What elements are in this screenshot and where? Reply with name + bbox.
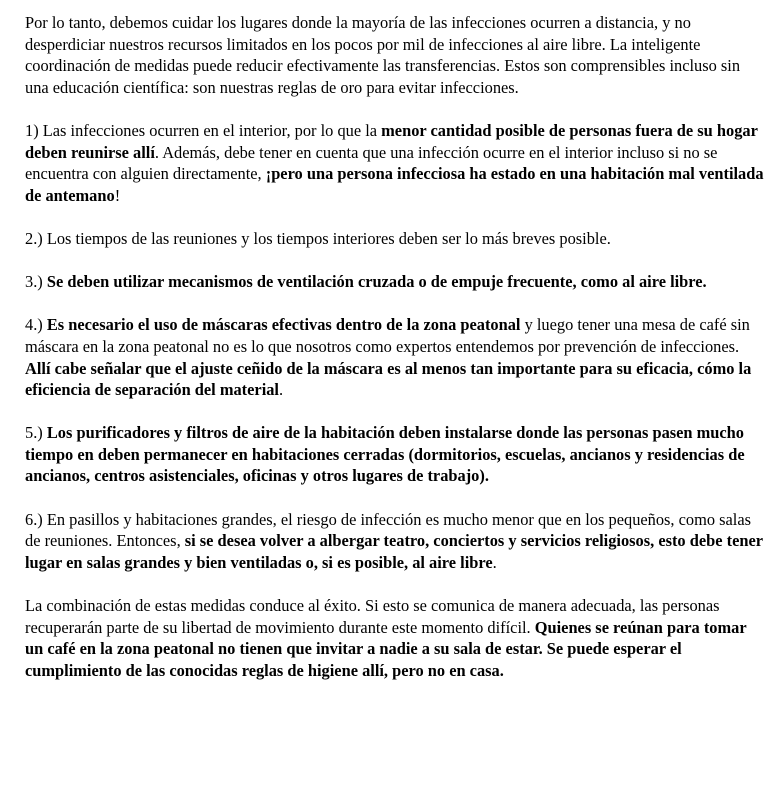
rule-4-paragraph [25,314,765,400]
rule-4-text-1: 4.) [25,315,47,335]
rule-5-paragraph [25,422,765,487]
intro-text: Por lo tanto, debemos cuidar los lugares donde la mayoría de las infecciones ocurren a distancia, y no desperdiciar nuestros recursos limitados en los pocos por mil de infecciones al aire libre. La inteligente coordinación de medidas puede reducir efectivamente las transferencias. Estos son comprensibles incluso sin una educación científica: son nuestras reglas de oro para evitar infecciones. [25,13,741,97]
rule-1-text-3: ! [114,185,121,205]
rule-1-bold-1: menor cantidad posible de personas fuera de su hogar deben reunirse allí [25,120,758,162]
rule-1-text-2: . Además, debe tener en cuenta que una infección ocurre en el interior incluso si no se encuentra con alguien directamente, [25,142,718,184]
rule-2-paragraph [25,228,765,250]
conclusion-text-1: La combinación de estas medidas conduce al éxito. Si esto se comunica de manera adecuada, las personas recuperarán parte de su libertad de movimiento durante este momento difícil. [25,596,720,637]
rule-6-text-1: 6.) En pasillos y habitaciones grandes, el riesgo de infección es mucho menor que en los pequeños, como salas de reuniones. Entonces, [25,509,751,551]
rule-5-bold-1: Los purificadores y filtros de aire de la habitación deben instalarse donde las personas pasen mucho tiempo en deben permanecer en habitaciones cerradas (dormitorios, escuelas, ancianos y residencias de ancianos, centros asistenciales, oficinas y otros lugares de trabajo). [25,423,745,486]
rule-3-text-1: 3.) [25,272,47,292]
rule-4-text-2: y luego tener una mesa de café sin máscara en la zona peatonal no es lo que nosotros como expertos entendemos por prevención de infecciones. [25,315,750,356]
intro-paragraph [25,12,765,98]
rule-6-text-2: . [492,552,497,572]
conclusion-paragraph [25,595,765,681]
rule-6-bold-1: si se desea volver a albergar teatro, conciertos y servicios religiosos, esto debe tener lugar en salas grandes y bien ventiladas o, si es posible, al aire libre [25,531,763,572]
rule-3-paragraph [25,271,765,293]
rule-1-bold-2: ¡pero una persona infecciosa ha estado en una habitación mal ventilada de antemano [25,164,764,205]
rule-4-text-3: . [279,380,284,400]
rule-1-text-1: 1) Las infecciones ocurren en el interior, por lo que la [25,120,382,140]
conclusion-bold-1: Quienes se reúnan para tomar un café en la zona peatonal no tienen que invitar a nadie a su sala de estar. Se puede esperar el cumplimiento de las conocidas reglas de higiene allí, pero no en casa. [25,617,747,680]
rule-1-paragraph [25,120,765,206]
rule-6-paragraph [25,509,765,574]
rule-4-bold-2: Allí cabe señalar que el ajuste ceñido de la máscara es al menos tan importante para su eficacia, cómo la eficiencia de separación del material [25,358,752,400]
rule-5-text-1: 5.) [25,423,47,443]
document-body [25,12,765,681]
rule-4-bold-1: Es necesario el uso de máscaras efectivas dentro de la zona peatonal [46,315,521,335]
rule-3-bold-1: Se deben utilizar mecanismos de ventilación cruzada o de empuje frecuente, como al aire libre. [46,272,707,292]
rule-2-text: 2.) Los tiempos de las reuniones y los tiempos interiores deben ser lo más breves posible. [25,228,611,248]
